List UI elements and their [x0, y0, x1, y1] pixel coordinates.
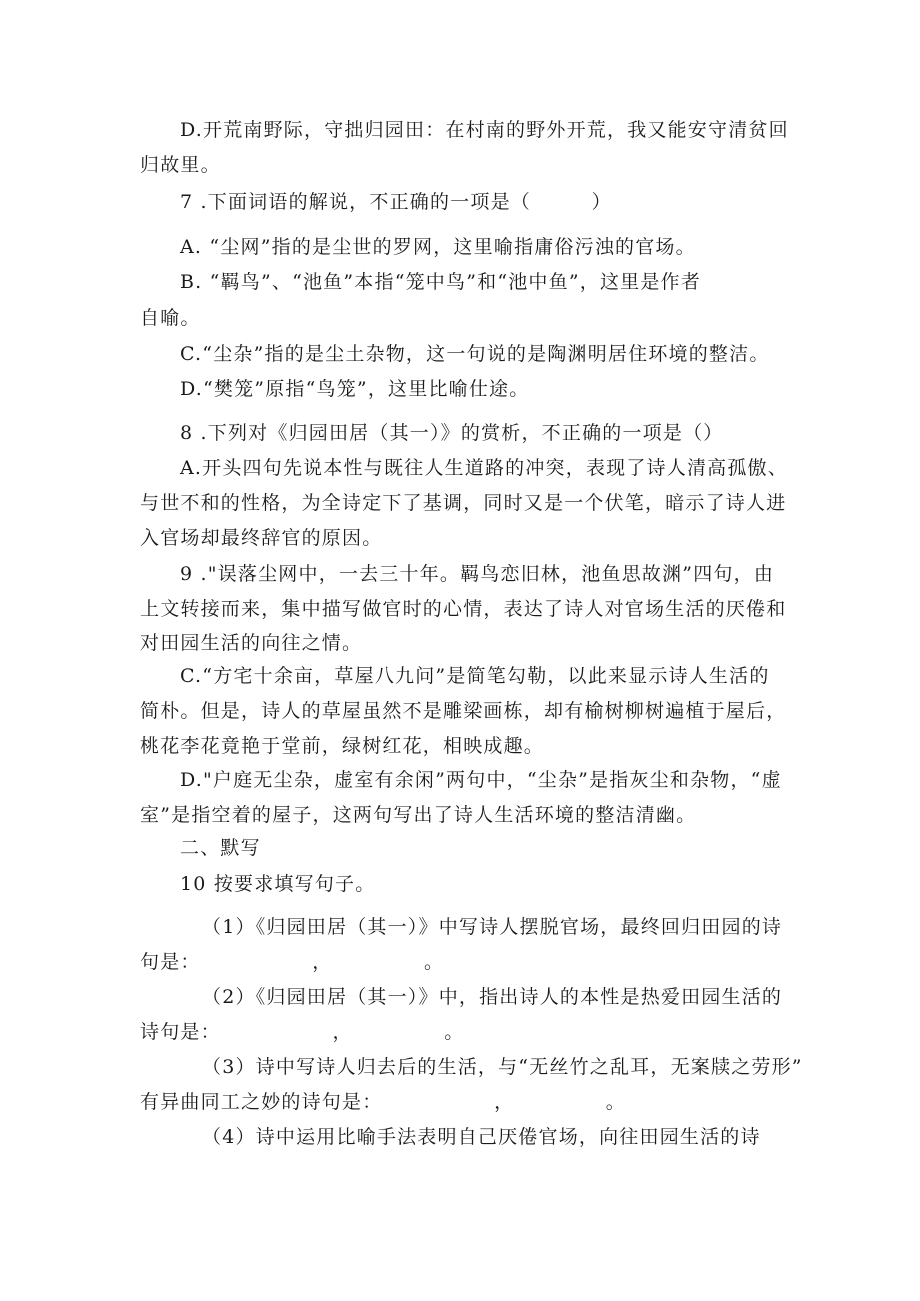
option-d-q7: D.“樊笼”原指“鸟笼”，这里比喻仕途。 — [180, 378, 530, 400]
item-1-line1: （1）《归园田居（其一）》中写诗人摆脱官场，最终回归田园的诗 — [202, 916, 783, 938]
option-b-q8-line2: 上文转接而来，集中描写做官时的心情，表达了诗人对官场生活的厌倦和 — [140, 598, 787, 620]
item-4-line1: （4）诗中运用比喻手法表明自己厌倦官场，向往田园生活的诗 — [202, 1126, 761, 1148]
item-3-line2: 有异曲同工之妙的诗句是： ， 。 — [140, 1091, 627, 1113]
option-c-q8-line2: 简朴。但是，诗人的草屋虽然不是雕梁画栋，却有榆树柳树遍植于屋后， — [140, 700, 787, 722]
option-b-q8-line1: 9 ."误落尘网中，一去三十年。羁鸟恋旧林，池鱼思故渊”四句，由 — [180, 563, 775, 585]
item-3-line1: （3）诗中写诗人归去后的生活，与“无丝竹之乱耳，无案牍之劳形” — [202, 1056, 803, 1078]
option-a-q8-line1: A.开头四句先说本性与既往人生道路的冲突，表现了诗人清高孤傲、 — [180, 457, 788, 479]
option-d-q8-line2: 室”是指空着的屋子，这两句写出了诗人生活环境的整洁清幽。 — [140, 804, 697, 826]
option-b-q7-line2: 自喻。 — [140, 307, 201, 329]
section-heading-dictation: 二、默写 — [180, 837, 261, 859]
item-1-line2: 句是： ， 。 — [140, 951, 445, 973]
option-c-q8-line3: 桃花李花竟艳于堂前，绿树红花，相映成趣。 — [140, 735, 545, 757]
option-c-q7: C.“尘杂”指的是尘土杂物，这一句说的是陶渊明居住环境的整洁。 — [180, 343, 770, 365]
option-a-q8-line3: 入官场却最终辞官的原因。 — [140, 527, 383, 549]
option-a-q7: A. “尘网”指的是尘世的罗网，这里喻指庸俗污浊的官场。 — [180, 236, 696, 258]
option-b-q7-line1: B. “羁鸟”、“池鱼”本指“笼中鸟”和“池中鱼”，这里是作者 — [180, 271, 701, 293]
question-10: 10 按要求填写句子。 — [180, 873, 376, 895]
option-d-q6-line2: 归故里。 — [140, 154, 221, 176]
item-2-line2: 诗句是： ， 。 — [140, 1021, 465, 1043]
item-2-line1: （2）《归园田居（其一）》中，指出诗人的本性是热爱田园生活的 — [202, 986, 783, 1008]
option-b-q8-line3: 对田园生活的向往之情。 — [140, 632, 363, 654]
option-c-q8-line1: C.“方宅十余亩，草屋八九问”是简笔勾勒，以此来显示诗人生活的 — [180, 665, 770, 687]
question-8: 8 .下列对《归园田居（其一）》的赏析，不正确的一项是（） — [180, 422, 724, 444]
option-d-q6-line1: D.开荒南野际，守拙归园田：在村南的野外开荒，我又能安守清贫回 — [180, 119, 789, 141]
question-7: 7 .下面词语的解说，不正确的一项是（ ） — [180, 191, 612, 213]
option-a-q8-line2: 与世不和的性格，为全诗定下了基调，同时又是一个伏笔，暗示了诗人进 — [140, 492, 787, 514]
option-d-q8-line1: D."户庭无尘杂，虚室有余闲”两句中，“尘杂”是指灰尘和杂物，“虚 — [180, 769, 782, 791]
